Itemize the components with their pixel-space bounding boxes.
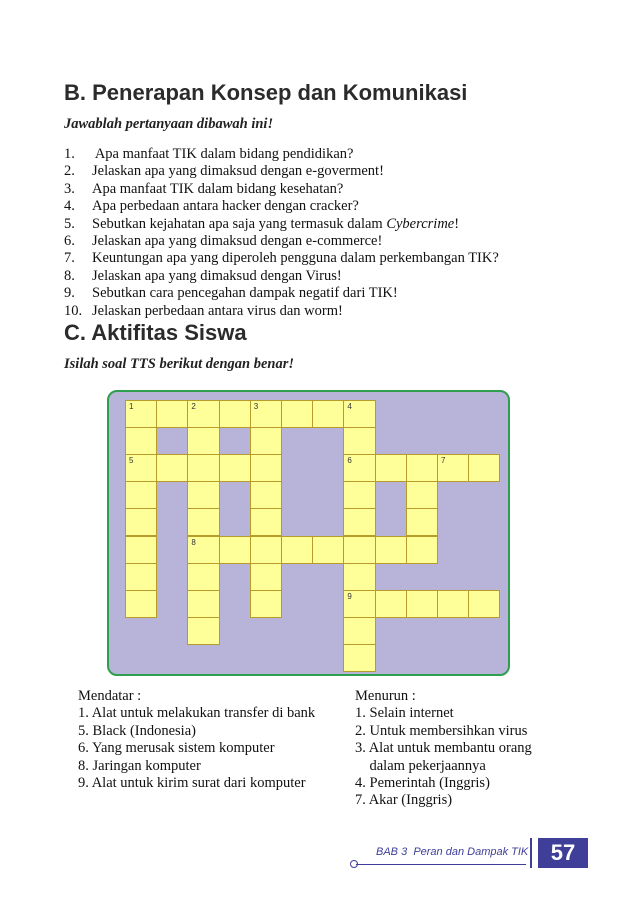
crossword-cell[interactable] (187, 400, 219, 428)
clue-item: 7. Akar (Inggris) (355, 792, 453, 809)
down-clues-title: Menurun : (355, 688, 416, 704)
crossword-cell[interactable] (406, 481, 438, 509)
crossword-cell[interactable] (281, 536, 313, 564)
crossword-cell[interactable] (187, 481, 219, 509)
crossword-cell[interactable] (250, 427, 282, 455)
crossword-cell[interactable] (468, 590, 500, 618)
question-number: 8. (64, 267, 75, 284)
footer-chapter-number: BAB 3 (376, 846, 408, 858)
crossword-cell[interactable] (250, 590, 282, 618)
across-clues-title: Mendatar : (78, 688, 142, 704)
crossword-clue-number: 5 (129, 456, 134, 466)
crossword-cell[interactable] (343, 427, 375, 455)
crossword-cell[interactable] (250, 481, 282, 509)
crossword-cell[interactable] (343, 644, 375, 672)
question-number: 10. (64, 302, 83, 319)
crossword-cell[interactable] (250, 536, 282, 564)
clue-item: 2. Untuk membersihkan virus (355, 722, 528, 739)
crossword-cell[interactable] (219, 400, 251, 428)
question-text: Jelaskan apa yang dimaksud dengan e-commerce! (92, 232, 383, 249)
question-emphasis: Cybercrime (386, 215, 455, 232)
crossword-cell[interactable] (343, 481, 375, 509)
crossword-clue-number: 9 (347, 591, 352, 601)
crossword-cell[interactable] (375, 590, 407, 618)
question-text: Jelaskan perbedaan antara virus dan worm! (92, 302, 343, 319)
question-item (64, 285, 499, 302)
question-list (64, 146, 499, 320)
crossword-cell[interactable] (125, 400, 157, 428)
crossword-cell[interactable] (125, 427, 157, 455)
question-item (64, 303, 499, 320)
question-number: 2. (64, 163, 75, 180)
crossword-cell[interactable] (281, 400, 313, 428)
footer-separator (530, 838, 532, 868)
crossword-cell[interactable] (125, 536, 157, 564)
crossword-cell[interactable] (468, 454, 500, 482)
question-text: Jelaskan apa yang dimaksud dengan e-goverment! (92, 163, 384, 180)
question-number: 4. (64, 198, 75, 215)
question-number: 1. (64, 146, 75, 162)
crossword-clue-number: 3 (253, 402, 259, 411)
question-item (64, 198, 499, 215)
clue-item: 5. Black (Indonesia) (78, 722, 196, 739)
crossword-cell[interactable] (125, 454, 157, 482)
crossword-cell[interactable] (187, 454, 219, 482)
crossword-cell[interactable] (125, 508, 157, 536)
clue-item: 3. Alat untuk membantu orang (355, 740, 532, 757)
crossword-cell[interactable] (375, 454, 407, 482)
crossword-cell[interactable] (312, 536, 344, 564)
question-text: Jelaskan apa yang dimaksud dengan Virus! (92, 267, 342, 284)
question-item (64, 268, 499, 285)
clue-item: 9. Alat untuk kirim surat dari komputer (78, 774, 306, 791)
clue-item: 8. Jaringan komputer (78, 757, 201, 774)
crossword-cell[interactable] (250, 508, 282, 536)
footer-chapter (376, 846, 528, 858)
section-b-title: B. Penerapan Konsep dan Komunikasi (64, 80, 468, 105)
crossword-clue-number: 2 (191, 402, 196, 411)
crossword-cell[interactable] (343, 563, 375, 591)
question-item (64, 146, 499, 163)
clue-item: dalam pekerjaannya (355, 757, 486, 774)
question-number: 9. (64, 285, 75, 302)
question-item (64, 250, 499, 267)
question-item (64, 181, 499, 198)
crossword-cell[interactable] (187, 563, 219, 591)
crossword-board (107, 390, 510, 676)
crossword-clue-number: 7 (441, 456, 446, 466)
clue-item: 1. Selain internet (355, 705, 454, 722)
down-clues (355, 688, 532, 810)
crossword-cell[interactable] (219, 536, 251, 564)
crossword-clue-number: 4 (347, 402, 352, 411)
crossword-cell[interactable] (343, 508, 375, 536)
question-number: 3. (64, 180, 75, 197)
crossword-cell[interactable] (343, 617, 375, 645)
crossword-cell[interactable] (187, 590, 219, 618)
crossword-cell[interactable] (343, 590, 375, 618)
crossword-cell[interactable] (375, 536, 407, 564)
crossword-cell[interactable] (156, 454, 188, 482)
crossword-clue-number: 1 (129, 402, 134, 411)
crossword-cell[interactable] (187, 617, 219, 645)
footer-line (356, 864, 526, 865)
crossword-cell[interactable] (187, 508, 219, 536)
question-text: Apa manfaat TIK dalam bidang kesehatan? (92, 180, 344, 197)
crossword-cell[interactable] (187, 427, 219, 455)
crossword-cell[interactable] (437, 454, 469, 482)
crossword-clue-number: 8 (191, 537, 196, 547)
crossword-cell[interactable] (406, 508, 438, 536)
across-clues (78, 688, 315, 792)
crossword-cell[interactable] (343, 454, 375, 482)
section-c-instruction: Isilah soal TTS berikut dengan benar! (64, 356, 295, 372)
crossword-cell[interactable] (437, 590, 469, 618)
question-item (64, 216, 499, 233)
crossword-clue-number: 6 (347, 456, 352, 466)
crossword-cell[interactable] (125, 563, 157, 591)
clue-item: 4. Pemerintah (Inggris) (355, 774, 490, 791)
crossword-cell[interactable] (156, 400, 188, 428)
crossword-cell[interactable] (125, 590, 157, 618)
question-number: 6. (64, 232, 75, 249)
clue-item: 1. Alat untuk melakukan transfer di bank (78, 705, 316, 722)
question-text: Apa manfaat TIK dalam bidang pendidikan? (92, 146, 354, 162)
crossword-cell[interactable] (250, 400, 282, 428)
crossword-cell[interactable] (125, 481, 157, 509)
question-text: Apa perbedaan antara hacker dengan cracker? (92, 198, 359, 215)
question-number: 5. (64, 215, 75, 232)
crossword-cell[interactable] (343, 400, 375, 428)
crossword-cell[interactable] (406, 536, 438, 564)
crossword-cell[interactable] (187, 536, 219, 564)
section-b-instruction: Jawablah pertanyaan dibawah ini! (64, 116, 274, 132)
page-number: 57 (538, 838, 588, 868)
question-text: Keuntungan apa yang diperoleh pengguna dalam perkembangan TIK? (92, 250, 499, 267)
crossword-cell[interactable] (250, 563, 282, 591)
clue-item: 6. Yang merusak sistem komputer (78, 740, 275, 757)
crossword-cell[interactable] (219, 454, 251, 482)
question-item (64, 233, 499, 250)
crossword-cell[interactable] (343, 536, 375, 564)
crossword-cell[interactable] (406, 590, 438, 618)
footer-chapter-title: Peran dan Dampak TIK (413, 846, 529, 858)
crossword-cell[interactable] (312, 400, 344, 428)
section-c-title: C. Aktifitas Siswa (64, 320, 247, 345)
question-item (64, 163, 499, 180)
crossword-cell[interactable] (250, 454, 282, 482)
question-tail: ! (454, 215, 460, 232)
question-text: Sebutkan cara pencegahan dampak negatif dari TIK! (92, 285, 398, 302)
question-text: Sebutkan kejahatan apa saja yang termasuk dalam (92, 215, 387, 232)
question-number: 7. (64, 250, 75, 267)
crossword-cell[interactable] (406, 454, 438, 482)
